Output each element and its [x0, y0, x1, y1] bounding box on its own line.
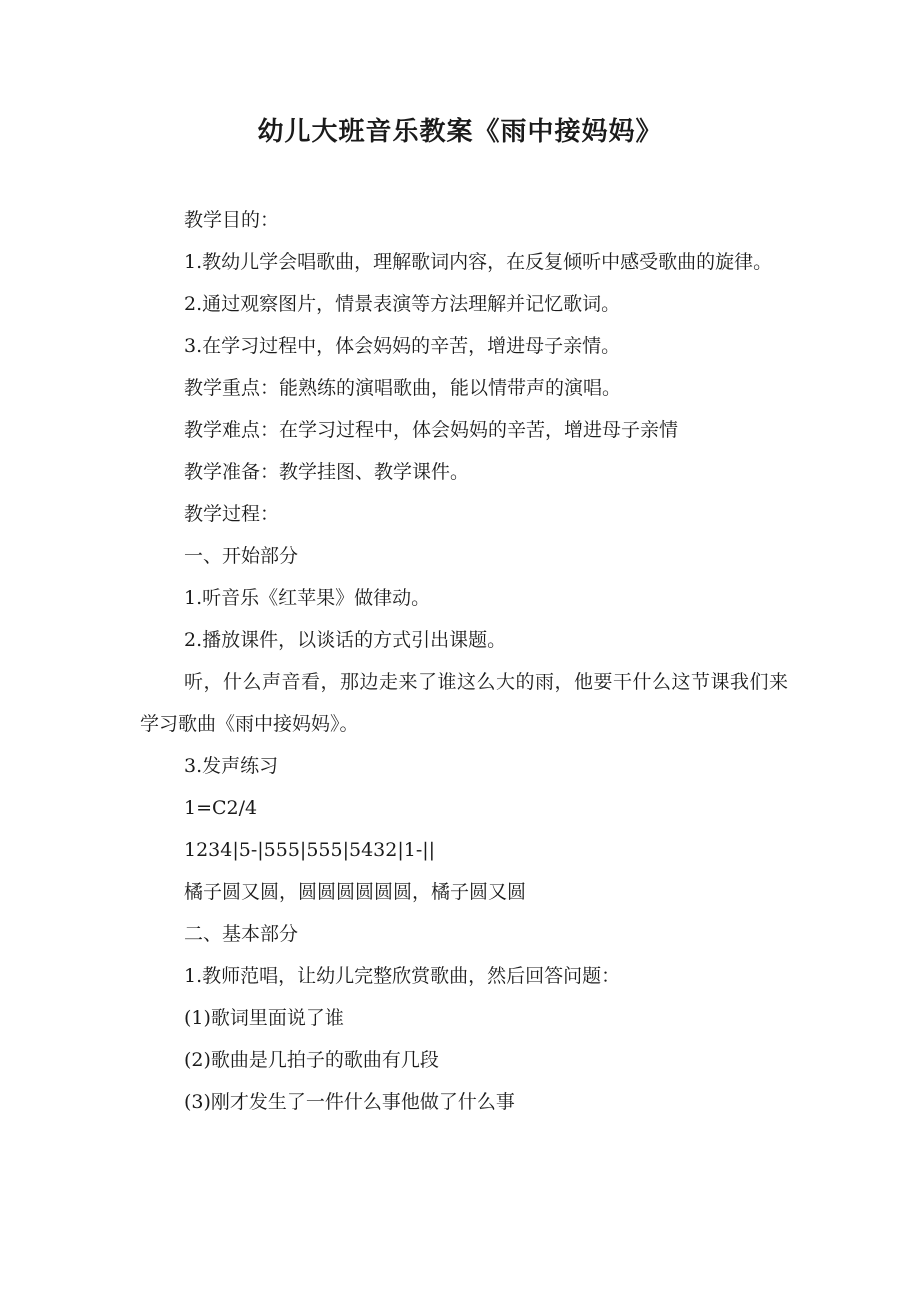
paragraph-preparation: 教学准备：教学挂图、教学课件。 — [184, 461, 470, 483]
document-body — [140, 199, 788, 1123]
paragraph-difficulties: 教学难点：在学习过程中，体会妈妈的辛苦，增进母子亲情 — [184, 419, 679, 441]
paragraph-section-start: 一、开始部分 — [184, 545, 299, 567]
paragraph-start-step-1: 1.听音乐《红苹果》做律动。 — [184, 587, 431, 609]
paragraph-process-heading: 教学过程： — [184, 503, 280, 525]
paragraph-question-2: (2)歌曲是几拍子的歌曲有几段 — [184, 1049, 439, 1071]
paragraph-question-1: (1)歌词里面说了谁 — [184, 1007, 344, 1029]
paragraph-key-signature: 1=C2/4 — [184, 797, 258, 819]
paragraph-goal-3: 3.在学习过程中，体会妈妈的辛苦，增进母子亲情。 — [184, 335, 621, 357]
paragraph-goal-2: 2.通过观察图片，情景表演等方法理解并记忆歌词。 — [184, 293, 621, 315]
paragraph-question-3: (3)刚才发生了一件什么事他做了什么事 — [184, 1091, 515, 1113]
paragraph-vocal-lyrics: 橘子圆又圆，圆圆圆圆圆圆，橘子圆又圆 — [184, 881, 527, 903]
paragraph-basic-step-1: 1.教师范唱，让幼儿完整欣赏歌曲，然后回答问题： — [184, 965, 621, 987]
paragraph-start-step-2: 2.播放课件，以谈话的方式引出课题。 — [184, 629, 507, 651]
paragraph-section-basic: 二、基本部分 — [184, 923, 299, 945]
paragraph-start-step-3: 3.发声练习 — [184, 755, 279, 777]
paragraph-notation: 1234|5-|555|555|5432|1-|| — [184, 839, 436, 861]
paragraph-intro-dialogue: 听，什么声音看，那边走来了谁这么大的雨，他要干什么这节课我们来学习歌曲《雨中接妈妈》。 — [140, 671, 788, 735]
paragraph-key-points: 教学重点：能熟练的演唱歌曲，能以情带声的演唱。 — [184, 377, 622, 399]
document-title: 幼儿大班音乐教案《雨中接妈妈》 — [257, 117, 663, 147]
paragraph-goal-1: 1.教幼儿学会唱歌曲，理解歌词内容，在反复倾听中感受歌曲的旋律。 — [184, 251, 773, 273]
paragraph-teaching-goals-heading: 教学目的： — [184, 209, 280, 231]
